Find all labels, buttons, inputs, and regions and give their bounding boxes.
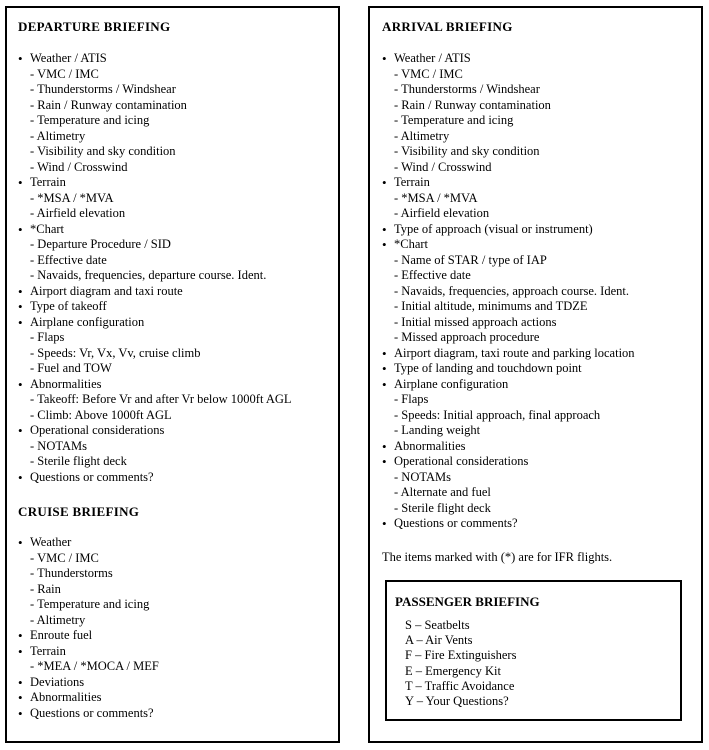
checklist-item-label: Airport diagram, taxi route and parking location xyxy=(394,345,635,360)
checklist-subitems xyxy=(30,551,159,629)
checklist-item xyxy=(18,644,159,675)
cruise-briefing-list xyxy=(18,535,159,721)
checklist-subitems xyxy=(30,330,292,377)
checklist-subitems xyxy=(30,659,159,675)
checklist-subitem: - Visibility and sky condition xyxy=(30,144,292,160)
checklist-subitem: - Climb: Above 1000ft AGL xyxy=(30,408,292,424)
checklist-item-label: Enroute fuel xyxy=(30,628,93,642)
checklist-subitem: - Navaids, frequencies, approach course. Ident. xyxy=(394,284,635,300)
checklist-subitems xyxy=(30,191,292,222)
checklist-item xyxy=(18,377,292,424)
checklist-item xyxy=(18,690,159,706)
checklist-subitems xyxy=(30,439,292,470)
checklist-item xyxy=(18,175,292,222)
checklist-subitems xyxy=(30,392,292,423)
checklist-item-label: Airplane configuration xyxy=(30,314,145,329)
departure-briefing-list xyxy=(18,51,292,485)
checklist-item-label: Type of approach (visual or instrument) xyxy=(394,221,593,236)
checklist-item-label: Terrain xyxy=(30,643,66,658)
checklist-item xyxy=(18,706,159,722)
passenger-briefing-list xyxy=(405,618,516,709)
checklist-item xyxy=(382,377,635,439)
passenger-item: F – Fire Extinguishers xyxy=(405,648,517,663)
checklist-subitem: - Effective date xyxy=(30,253,292,269)
checklist-subitem: - Thunderstorms / Windshear xyxy=(394,82,635,98)
checklist-item xyxy=(18,315,292,377)
checklist-subitem: - Departure Procedure / SID xyxy=(30,237,292,253)
checklist-subitems xyxy=(394,470,635,517)
checklist-item-label: Abnormalities xyxy=(30,376,102,391)
checklist-item xyxy=(382,175,635,222)
checklist-item-label: Airport diagram and taxi route xyxy=(30,283,183,298)
checklist-item-label: Questions or comments? xyxy=(30,705,154,720)
checklist-item xyxy=(18,423,292,470)
left-panel xyxy=(5,6,340,743)
passenger-item: S – Seatbelts xyxy=(405,618,470,632)
checklist-subitem: - Effective date xyxy=(394,268,635,284)
checklist-item-label: *Chart xyxy=(394,237,429,251)
checklist-subitem: - Flaps xyxy=(394,392,635,408)
checklist-item-label: Terrain xyxy=(30,175,66,189)
passenger-item: T – Traffic Avoidance xyxy=(405,678,515,693)
cruise-briefing-title: CRUISE BRIEFING xyxy=(18,504,140,519)
checklist-item xyxy=(382,516,635,532)
checklist-subitem: - Sterile flight deck xyxy=(30,454,292,470)
checklist-subitems xyxy=(394,392,635,439)
checklist-subitem: - Visibility and sky condition xyxy=(394,144,635,160)
checklist-subitem: - Rain xyxy=(30,582,159,598)
checklist-subitem: - NOTAMs xyxy=(394,470,635,486)
checklist-item-label: Abnormalities xyxy=(394,438,466,453)
checklist-subitem: - Alternate and fuel xyxy=(394,485,635,501)
checklist-item xyxy=(18,535,159,628)
checklist-subitem: - Temperature and icing xyxy=(30,597,159,613)
checklist-subitem: - Fuel and TOW xyxy=(30,361,292,377)
checklist-subitem: - Airfield elevation xyxy=(30,206,292,222)
passenger-briefing-box xyxy=(385,580,682,721)
checklist-item xyxy=(18,299,292,315)
checklist-subitem: - *MSA / *MVA xyxy=(394,191,635,207)
checklist-item xyxy=(18,51,292,175)
checklist-item-label: Weather xyxy=(30,535,72,549)
checklist-subitems xyxy=(394,67,635,176)
checklist-subitem: - Wind / Crosswind xyxy=(30,160,292,176)
checklist-item xyxy=(382,237,635,346)
checklist-item-label: *Chart xyxy=(30,221,65,236)
checklist-subitem: - Temperature and icing xyxy=(30,113,292,129)
checklist-item-label: Questions or comments? xyxy=(30,469,154,484)
departure-briefing-title: DEPARTURE BRIEFING xyxy=(18,19,171,34)
checklist-item-label: Operational considerations xyxy=(394,454,529,468)
checklist-subitem: - Temperature and icing xyxy=(394,113,635,129)
checklist-subitem: - Name of STAR / type of IAP xyxy=(394,253,635,269)
checklist-item-label: Type of takeoff xyxy=(30,299,107,313)
checklist-subitem: - Sterile flight deck xyxy=(394,501,635,517)
checklist-subitem: - Thunderstorms xyxy=(30,566,159,582)
checklist-item-label: Weather / ATIS xyxy=(30,51,107,65)
checklist-item xyxy=(382,361,635,377)
checklist-item-label: Terrain xyxy=(394,175,430,189)
checklist-subitem: - VMC / IMC xyxy=(30,551,159,567)
checklist-subitem: - Rain / Runway contamination xyxy=(30,98,292,114)
checklist-subitems xyxy=(394,191,635,222)
checklist-subitem: - Landing weight xyxy=(394,423,635,439)
checklist-subitem: - Flaps xyxy=(30,330,292,346)
arrival-briefing-title: ARRIVAL BRIEFING xyxy=(382,19,513,34)
checklist-subitem: - Airfield elevation xyxy=(394,206,635,222)
checklist-item-label: Abnormalities xyxy=(30,690,102,704)
checklist-subitem: - *MEA / *MOCA / MEF xyxy=(30,659,159,675)
checklist-item-label: Deviations xyxy=(30,674,85,689)
checklist-subitem: - Altimetry xyxy=(394,129,635,145)
ifr-note: The items marked with (*) are for IFR flights. xyxy=(382,550,613,564)
checklist-subitem: - Missed approach procedure xyxy=(394,330,635,346)
checklist-subitems xyxy=(394,253,635,346)
checklist-item xyxy=(382,454,635,516)
checklist-item xyxy=(382,51,635,175)
arrival-briefing-list xyxy=(382,51,635,532)
checklist-subitem: - Initial altitude, minimums and TDZE xyxy=(394,299,635,315)
checklist-item xyxy=(18,628,159,644)
checklist-subitem: - Altimetry xyxy=(30,613,159,629)
checklist-item-label: Airplane configuration xyxy=(394,376,509,391)
checklist-subitems xyxy=(30,237,292,284)
checklist-item-label: Weather / ATIS xyxy=(394,51,471,65)
checklist-subitem: - Speeds: Vr, Vx, Vv, cruise climb xyxy=(30,346,292,362)
passenger-briefing-title: PASSENGER BRIEFING xyxy=(395,594,540,609)
checklist-item xyxy=(18,470,292,486)
checklist-subitem: - Speeds: Initial approach, final approach xyxy=(394,408,635,424)
checklist-item xyxy=(18,222,292,284)
checklist-item xyxy=(18,675,159,691)
checklist-subitem: - Navaids, frequencies, departure course. Ident. xyxy=(30,268,292,284)
checklist-item xyxy=(382,346,635,362)
checklist-subitem: - Wind / Crosswind xyxy=(394,160,635,176)
checklist-item xyxy=(382,439,635,455)
checklist-item-label: Type of landing and touchdown point xyxy=(394,361,582,375)
checklist-item-label: Questions or comments? xyxy=(394,516,518,530)
passenger-item: Y – Your Questions? xyxy=(405,694,509,709)
passenger-item: E – Emergency Kit xyxy=(405,663,501,678)
checklist-subitem: - Initial missed approach actions xyxy=(394,315,635,331)
checklist-subitems xyxy=(30,67,292,176)
checklist-item-label: Operational considerations xyxy=(30,423,165,437)
checklist-subitem: - VMC / IMC xyxy=(394,67,635,83)
checklist-item xyxy=(18,284,292,300)
checklist-subitem: - NOTAMs xyxy=(30,439,292,455)
checklist-subitem: - Thunderstorms / Windshear xyxy=(30,82,292,98)
checklist-subitem: - Rain / Runway contamination xyxy=(394,98,635,114)
passenger-item: A – Air Vents xyxy=(405,633,473,648)
checklist-subitem: - Altimetry xyxy=(30,129,292,145)
checklist-subitem: - Takeoff: Before Vr and after Vr below 1000ft AGL xyxy=(30,392,292,408)
checklist-subitem: - VMC / IMC xyxy=(30,67,292,83)
checklist-item xyxy=(382,222,635,238)
checklist-subitem: - *MSA / *MVA xyxy=(30,191,292,207)
